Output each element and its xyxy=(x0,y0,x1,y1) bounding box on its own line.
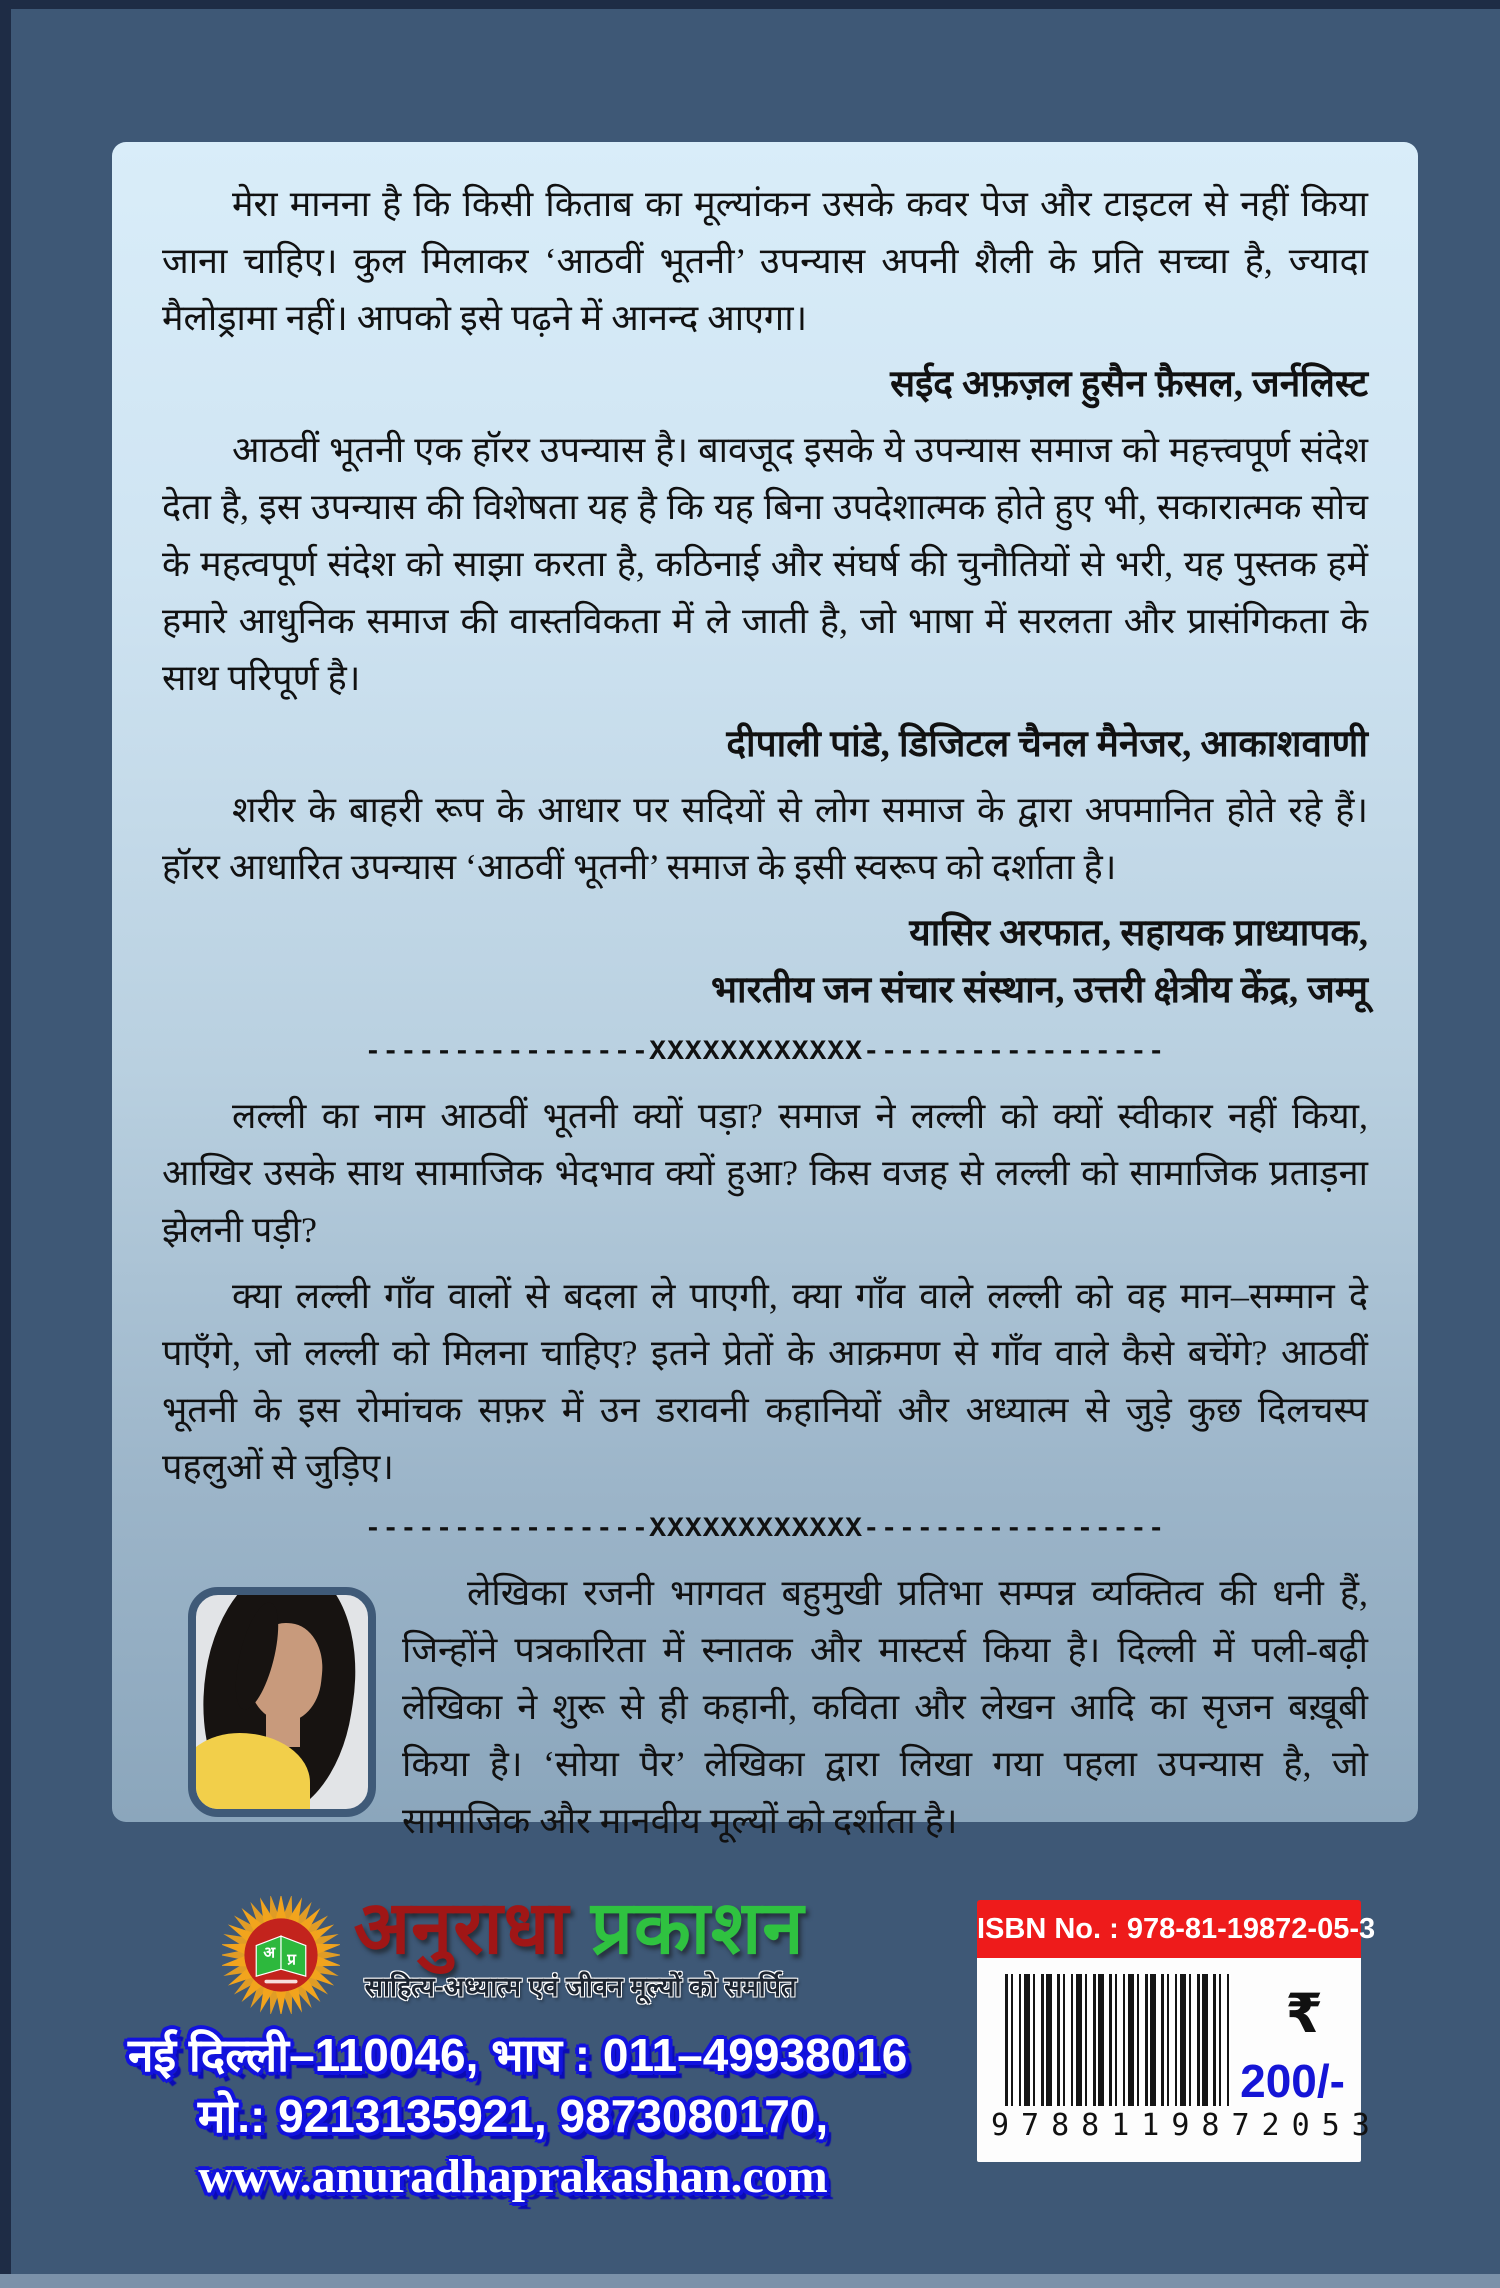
publisher-logo-row xyxy=(128,1888,898,2014)
author-photo xyxy=(188,1587,376,1817)
review-paragraph-1: मेरा मानना है कि किसी किताब का मूल्यांकन उसके कवर पेज और टाइटल से नहीं किया जाना चाहिए। कुल मिलाकर ‘आठवीं भूतनी’ उपन्यास अपनी शैली के प्रति सच्चा है, ज्यादा मैलोड्रामा नहीं। आपको इसे पढ़ने में आनन्द आएगा। xyxy=(162,184,1368,338)
review-paragraph-3: शरीर के बाहरी रूप के आधार पर सदियों से लोग समाज के द्वारा अपमानित होते रहे हैं। हॉरर आधारित उपन्यास ‘आठवीं भूतनी’ समाज के इसी स्वरूप को दर्शाता है। xyxy=(162,790,1368,887)
publisher-name xyxy=(354,1888,805,1968)
publisher-name-part1: अनुराधा xyxy=(353,1886,570,1969)
reviewer-3-line1: यासिर अरफात, सहायक प्राध्यापक, xyxy=(909,913,1368,954)
author-bio: लेखिका रजनी भागवत बहुमुखी प्रतिभा सम्पन्न व्यक्तित्व की धनी हैं, जिन्होंने पत्रकारिता में स्नातक और मास्टर्स किया है। दिल्ली में पली-बढ़ी लेखिका ने शुरू से ही कहानी, कविता और लेखन आदि का सृजन बख़ूबी किया है। ‘सोया पैर’ लेखिका द्वारा लिखा गया पहला उपन्यास है, जो सामाजिक और मानवीय मूल्यों को दर्शाता है। xyxy=(402,1573,1368,1841)
publisher-website: www.anuradhaprakashan.com xyxy=(198,2150,828,2203)
reviewer-2: दीपाली पांडे, डिजिटल चैनल मैनेजर, आकाशवाणी xyxy=(726,724,1368,765)
publisher-name-part2: प्रकाशन xyxy=(590,1886,805,1969)
barcode xyxy=(1005,1974,1231,2106)
isbn-block xyxy=(977,1900,1382,2162)
publisher-address: नई दिल्ली–110046, भाष : 011–49938016 xyxy=(128,2029,908,2081)
isbn-number: ISBN No. : 978-81-19872-05-3 xyxy=(977,1900,1361,1958)
review-panel xyxy=(112,142,1418,1841)
publisher-tagline: साहित्य-अध्यात्म एवं जीवन मूल्यों को समर्पित xyxy=(364,1972,797,2002)
publisher-block xyxy=(128,1886,908,2208)
reviewer-1: सईद अफ़ज़ल हुसैन फ़ैसल, जर्नलिस्ट xyxy=(890,364,1368,405)
publisher-sun-logo-icon xyxy=(222,1896,340,2014)
section-divider: ----------------XXXXXXXXXXXX----------------- xyxy=(364,1037,1166,1068)
rupee-symbol: ₹ xyxy=(1285,1984,1323,2044)
barcode-digits: 9788119872053 xyxy=(991,2108,1382,2143)
review-paragraph-2: आठवीं भूतनी एक हॉरर उपन्यास है। बावजूद इसके ये उपन्यास समाज को महत्त्वपूर्ण संदेश देता है, इस उपन्यास की विशेषता यह है कि यह बिना उपदेशात्मक होते हुए भी, सकारात्मक सोच के महत्वपूर्ण संदेश को साझा करता है, कठिनाई और संघर्ष की चुनौतियों से भरी, यह पुस्तक हमें हमारे आधुनिक समाज की वास्तविकता में ले जाती है, जो भाषा में सरलता और प्रासंगिकता के साथ परिपूर्ण है। xyxy=(162,430,1368,698)
logo-monogram-1: अ xyxy=(262,1944,275,1962)
price: 200/- xyxy=(1240,2055,1345,2107)
publisher-name-block xyxy=(354,1888,805,2004)
publisher-mobile: मो.: 9213135921, 9873080170, xyxy=(197,2090,829,2142)
section-divider: ----------------XXXXXXXXXXXX----------------- xyxy=(364,1514,1166,1545)
top-edge-strip xyxy=(0,0,1500,9)
logo-monogram-2: प्र xyxy=(286,1951,296,1969)
barcode-panel xyxy=(977,1958,1382,2162)
blurb-paragraph-2: क्या लल्ली गाँव वालों से बदला ले पाएगी, क्या गाँव वाले लल्ली को वह मान–सम्मान दे पाएँगे, जो लल्ली को मिलना चाहिए? इतने प्रेतों के आक्रमण से गाँव वाले कैसे बचेंगे? आठवीं भूतनी के इस रोमांचक सफ़र में उन डरावनी कहानियों और अध्यात्म से जुड़े कुछ दिलचस्प पहलुओं से जुड़िए। xyxy=(162,1276,1368,1487)
left-edge-strip xyxy=(0,0,11,2288)
bottom-edge-strip xyxy=(0,2274,1500,2288)
reviewer-3-line2: भारतीय जन संचार संस्थान, उत्तरी क्षेत्रीय केंद्र, जम्मू xyxy=(710,970,1368,1011)
blurb-paragraph-1: लल्ली का नाम आठवीं भूतनी क्यों पड़ा? समाज ने लल्ली को क्यों स्वीकार नहीं किया, आखिर उसके साथ सामाजिक भेदभाव क्यों हुआ? किस वजह से लल्ली को सामाजिक प्रताड़ना झेलनी पड़ी? xyxy=(162,1096,1368,1250)
